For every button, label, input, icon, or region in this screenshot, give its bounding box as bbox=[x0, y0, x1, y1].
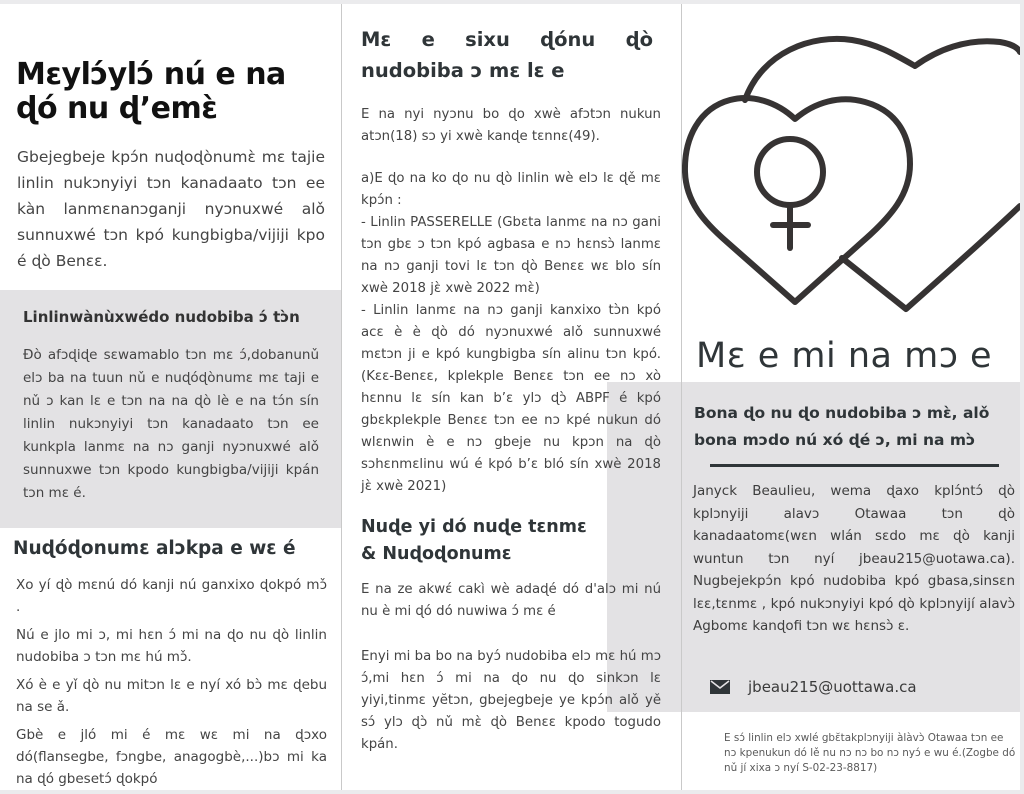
divider bbox=[710, 464, 999, 467]
criteria-line: - Linlin PASSERELLE (Gbɛta lanmɛ na nɔ gani tɔn gbɛ ɔ tɔn kpó agbasa e nɔ hɛnsɔ̀ lanmɛ na nɔ ganji tovi lɛ tɔn ɖò Benɛɛ wɛ blo sín xwè 2018 jɛ̀ xwè 2022 mɛ̀) bbox=[361, 215, 661, 296]
envelope-icon bbox=[710, 680, 730, 694]
item-list bbox=[16, 574, 327, 790]
eligibility-title-line2: nudobiba ɔ mɛ lɛ e bbox=[361, 59, 565, 82]
criteria-line: a)E ɖo na ko ɖo nu ɖò linlin wè elɔ lɛ ɖě mɛ kpɔ́n : bbox=[361, 171, 661, 208]
list-item: Xó è e yǐ ɖò nu mitɔn lɛ e nyí xó bɔ̀ mɛ ɖebu na se ǎ. bbox=[16, 677, 327, 715]
age-criteria-text: E na nyi nyɔnu bo ɖo xwè afɔtɔn nukun atɔn(18) sɔ yi xwè kanɖe tɛnnɛ(49). bbox=[361, 107, 661, 144]
section-title: Nuɖóɖonumɛ alɔkpa e wɛ é bbox=[13, 538, 296, 559]
title-word: e bbox=[421, 28, 435, 51]
compensation-title bbox=[361, 514, 587, 568]
program-criteria-text bbox=[361, 168, 661, 498]
compensation-text: E na ze akwɛ́ cakì wè adaɖé dó d'alɔ mi nú nu è mi ɖó dó nuwiwa ɔ́ mɛ é bbox=[361, 582, 661, 619]
back-heart-lower bbox=[842, 206, 1020, 309]
title-word: ɖónu bbox=[540, 28, 596, 51]
female-symbol-circle bbox=[757, 139, 823, 205]
intro-paragraph: Gbejegbeje kpɔ́n nuɖoɖònumɛ̀ mɛ tajie linlin nukɔnyiyi tɔn kanadaato tɔn ee kàn lanmɛnanɔganji nyɔnuxwé alǒ sunnuxwé tɔn kpó kungbigba/vijiji kpo é ɖò Benɛɛ. bbox=[17, 147, 325, 270]
info-box bbox=[0, 290, 341, 528]
eligibility-title bbox=[361, 24, 653, 86]
compensation-title-line2: & Nuɖoɖonumɛ bbox=[361, 544, 512, 564]
brochure-title: Mɛylɔ́ylɔ́ nú e na ɖó nu ɖ’emɛ̀ bbox=[16, 57, 286, 127]
right-panel bbox=[682, 4, 1020, 790]
list-item: Nú e jlo mi ɔ, mi hɛn ɔ́ mi na ɖo nu ɖò linlin nudobiba ɔ tɔn mɛ hú mɔ̌. bbox=[16, 627, 327, 665]
ethics-note: E sɔ́ linlin elɔ xwlé gbɛ̆takplɔnyiji àlàvɔ̀ Otawaa tɔn ee nɔ kpenukun dó lě nu nɔ nɔ bo nɔ nyɔ́ e wu é.(Zogbe dó nǔ jí xixa ɔ nyí S-02-23-8817) bbox=[724, 732, 1016, 774]
contact-details: Janyck Beaulieu, wema ɖaxo kplɔ́ntɔ́ ɖò kplɔnyiji alavɔ Otawaa tɔn ɖò kanadaatomɛ(wɛn wlán sɛdo mɛ ɖò kanji wuntun tɔn nyí jbeau215@uotawa.ca). Nugbejekpɔ́n kpó nudobiba kpó gbasa,sinsɛn lɛɛ,tɛnmɛ , kpó nukɔnyiyi kpó ɖò kplɔnyijí alavɔ̀ Agbomɛ kanɖofi tɔn wɛ hɛnsɔ̀ ɛ. bbox=[693, 483, 1015, 634]
criteria-line: - Linlin lanmɛ na nɔ ganji kanxixo tɔ̀n kpó acɛ è è ɖò dó nyɔnuxwé alǒ sunnuxwé mɛtɔn ji e kpó kungbigba sín alinu tɔn kpó. (Kɛɛ-Benɛɛ, kplekple Benɛɛ tɔn ee nɔ xò hɛnnu lɛ sín kan b’ɛ ylɔ ɖɔ̀ ABPF é kpó gbɛkplekple Benɛɛ tɔn ee nɔ kpé nukun dó wlɛnwin è e nɔ gbeje nu kpɔn na ɖò sɔhɛnmɛlinu wú é kpó b’ɛ bló sín xwè 2018 jɛ̀ xwè 2021) bbox=[361, 303, 661, 494]
participation-text: Enyi mi ba bo na byɔ́ nudobiba elɔ mɛ hú mɔ ɔ́,mi hɛn ɔ́ mi na ɖo nu ɖo sinkɔn lɛ yiyi,tinmɛ yĕtɔn, gbejegbeje ye kpɔ́n alǒ yě sɔ́ ylɔ ɖɔ̀ nǔ mɛ̀ ɖò Benɛɛ kpodo togudo kpán. bbox=[361, 649, 661, 752]
contact-title: Mɛ e mi na mɔ e bbox=[696, 336, 993, 376]
middle-panel bbox=[342, 4, 682, 790]
list-item: Gbè e jló mi é mɛ wɛ mi na ɖɔxo dó(flansegbe, fɔngbe, anagogbè,...)bɔ mi ka na ɖó gbesetɔ́ ɖokpó bbox=[16, 727, 327, 787]
contact-subtitle: Bona ɖo nu ɖo nudobiba ɔ mɛ̀, alǒ bona mɔdo nú xó ɖé ɔ, mi na mɔ̀ bbox=[694, 404, 990, 449]
email-contact bbox=[710, 678, 917, 696]
title-word: ɖò bbox=[625, 28, 653, 51]
compensation-title-line1: Nuɖe yi dó nuɖe tɛnmɛ bbox=[361, 517, 587, 537]
title-word: Mɛ bbox=[361, 28, 392, 51]
left-panel bbox=[0, 4, 342, 790]
list-item: Xo yí ɖò mɛnú dó kanji nú ganxixo ɖokpó mɔ̌ . bbox=[16, 577, 327, 615]
info-box-text: Ðò afɔɖiɖe sɛwamablo tɔn mɛ ɔ́,dobanunǔ elɔ ba na tuun nǔ e nuɖóɖònumɛ mɛ taji e nǔ ɔ kan lɛ e tɔn na na ɖò lè e na tɔ́n sín linlin nukɔnyiyi tɔn kanadaato tɔn ee kunkpla lanmɛ na nɔ ganji nyɔnuxwé alǒ sunnuxwe tɔn kpodo kungbigba/vijiji kpán tɔn mɛ é. bbox=[23, 347, 319, 501]
front-heart-outline bbox=[685, 98, 910, 302]
brochure-page bbox=[0, 4, 1020, 790]
title-word: sixu bbox=[465, 28, 510, 51]
hearts-female-symbol-icon bbox=[682, 32, 1020, 322]
info-box-heading: Linlinwànùxwédo nudobiba ɔ́ tɔ̀n bbox=[23, 308, 300, 326]
eligibility-title-line1 bbox=[361, 24, 653, 55]
email-link[interactable]: jbeau215@uottawa.ca bbox=[748, 678, 917, 696]
back-heart-outline bbox=[745, 39, 1020, 100]
